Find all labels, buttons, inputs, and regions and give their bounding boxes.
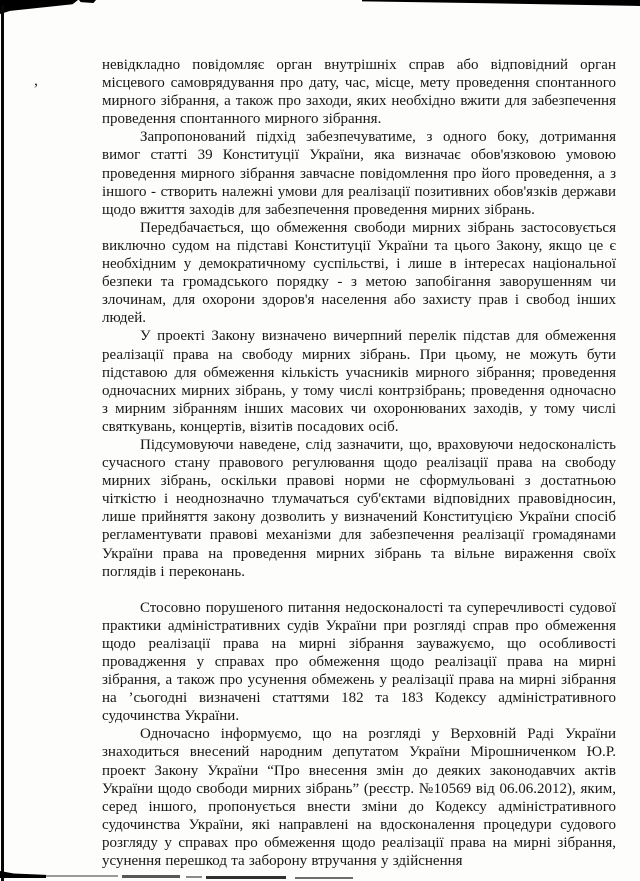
paragraph: Стосовно порушеного питання недосконалості та суперечливості судової практики адміністративних судів України при розгляді справ про обмеження щодо реалізації права на мирні зібрання зауважуємо, що особливості провадження у справах про обмеження щодо реалізації права на мирні зібрання, а також про усунення обмежень у реалізації права на мирні зібрання на ’сьогодні визначені статтями 182 та 183 Кодексу адміністративного судочинства України.: [102, 599, 616, 725]
scan-artifact-stray-comma: ,: [34, 72, 38, 89]
paragraph-continuation: невідкладно повідомляє орган внутрішніх справ або відповідний орган місцевого самоврядування про дату, час, місце, мету проведення спонтанного мирного зібрання, а також про заходи, яких необхідно вжити для забезпечення проведення спонтанного мирного зібрання.: [102, 57, 616, 128]
scan-artifact-left-edge-line: [1, 5, 4, 881]
paragraph: Одночасно інформуємо, що на розгляді у Верховній Раді України знаходиться внесений народним депутатом України Мірошниченком Ю.Р. проект Закону України “Про внесення змін до деяких законодавчих актів України щодо свободи мирних зібрань” (реєстр. №10569 від 06.06.2012), яким, серед іншого, пропонується внести зміни до Кодексу адміністративного судочинства України, які направлені на вдосконалення процедури судового розгляду у справах про обмеження щодо реалізації права на мирні зібрання, усунення перешкод та заборону втручання у здійснення: [102, 726, 616, 870]
document-text-block: [102, 56, 616, 870]
scan-artifact-bottom-left-blob: [0, 871, 46, 878]
paragraph: Підсумовуючи наведене, слід зазначити, що, враховуючи недосконалість сучасного стану правового регулювання щодо реалізації права на свободу мирних зібрань, оскільки правові норми не сформульовані з достатньою чіткістю і неоднозначно тлумачаться суб'єктами відповідних правовідносин, лише прийняття закону дозволить у визначений Конституцією України спосіб регламентувати правові механізми для забезпечення реалізації громадянами України права на проведення мирних зібрань та вільне вираження своїх поглядів і переконань.: [102, 436, 616, 580]
scan-artifact-bottom-dash: [186, 876, 202, 878]
paragraph: Передбачається, що обмеження свободи мирних зібрань застосовується виключно судом на підставі Конституції України та цього Закону, якщо це є необхідним у демократичному суспільстві, і лише в інтересах національної безпеки та громадського порядку - з метою запобігання заворушенням чи злочинам, для охорони здоров'я населення або захисту прав і свобод інших людей.: [102, 219, 616, 327]
scan-artifact-bottom-dash: [46, 875, 118, 877]
scan-artifact-top-right-strip: [362, 0, 640, 6]
paragraph: Запропонований підхід забезпечуватиме, з одного боку, дотримання вимог статті 39 Конституції України, яка визначає обов'язковою умовою проведення мирного зібрання завчасне повідомлення про його проведення, а з іншого - створить належні умови для реалізації позитивних обов'язків держави щодо вжиття заходів для забезпечення проведення мирних зібрань.: [102, 129, 616, 218]
scan-artifact-top-dash: [79, 0, 96, 3]
paragraph: У проекті Закону визначено вичерпний перелік підстав для обмеження реалізації права на свободу мирних зібрань. При цьому, не можуть бути підставою для обмеження кількість учасників мирного зібрання; проведення одночасних мирних зібрань, у тому числі контрзібрань; проведення одночасно з мирним зібранням інших масових чи охоронюваних заходів, у тому числі святкувань, концертів, візитів посадових осіб.: [102, 328, 616, 435]
scan-artifact-bottom-dash: [206, 876, 286, 879]
scan-artifact-bottom-dash: [122, 875, 180, 878]
scan-artifact-top-left-corner: [0, 0, 78, 14]
scan-artifact-bottom-dash: [295, 877, 353, 879]
